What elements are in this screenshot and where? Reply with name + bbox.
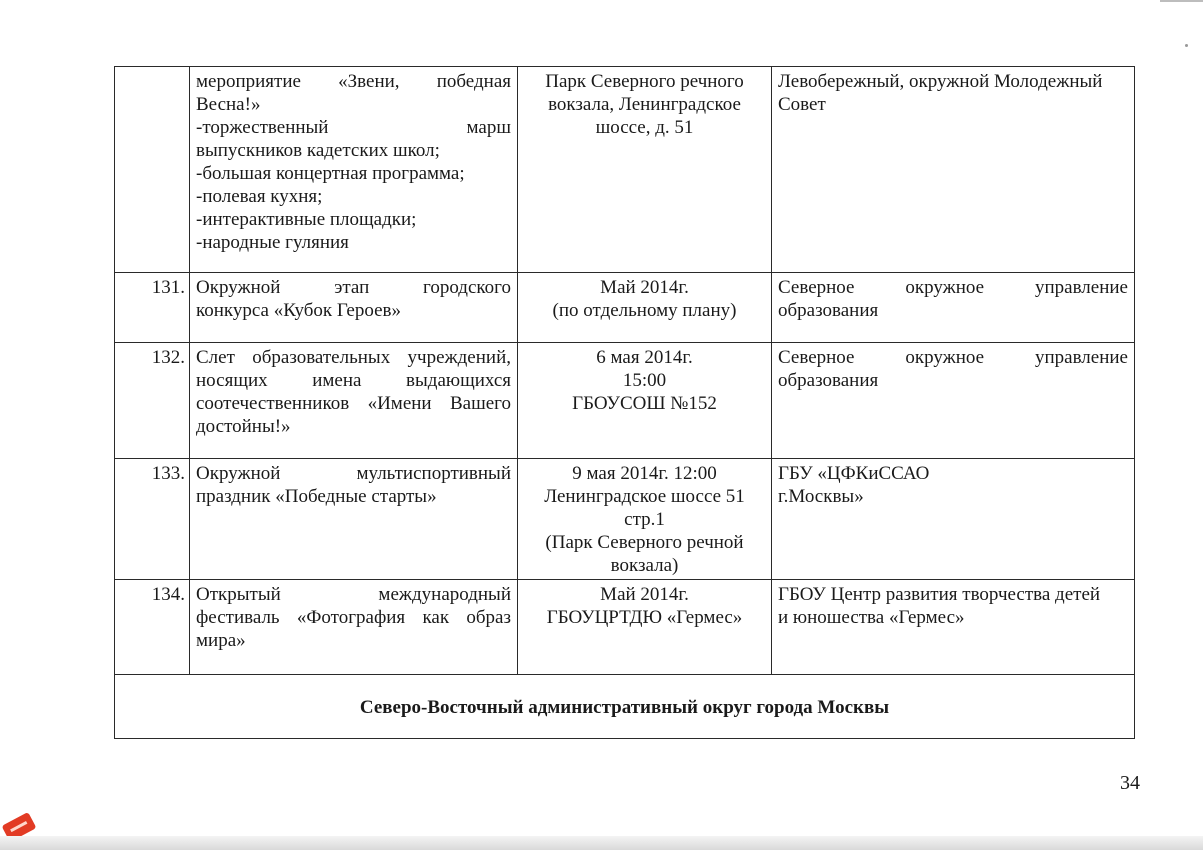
date-place-cell xyxy=(518,580,772,675)
event-text-line: -народные гуляния xyxy=(196,232,349,253)
responsible-text-line: образования xyxy=(778,370,879,391)
scan-dot xyxy=(1185,44,1188,47)
event-text-line: мира» xyxy=(196,630,246,651)
date-place-text-line: 9 мая 2014г. 12:00 xyxy=(572,463,717,484)
date-place-cell xyxy=(518,273,772,343)
date-place-text-line: вокзала) xyxy=(610,555,679,576)
event-text-line: Открытый международный xyxy=(196,584,511,605)
responsible-cell xyxy=(772,459,1135,580)
date-place-text-line: 6 мая 2014г. xyxy=(596,347,693,368)
row-number: 131. xyxy=(115,273,190,343)
date-place-cell xyxy=(518,459,772,580)
date-place-text-line: Парк Северного речного xyxy=(545,71,744,92)
date-place-text-line: ГБОУСОШ №152 xyxy=(572,393,717,414)
scan-bottom-edge xyxy=(0,836,1203,850)
event-text-line: праздник «Победные старты» xyxy=(196,486,437,507)
responsible-text-line: ГБУ «ЦФКиССАО xyxy=(778,463,930,484)
event-cell xyxy=(190,459,518,580)
event-text-line: мероприятие «Звени, победная xyxy=(196,71,511,92)
row-number xyxy=(115,67,190,273)
event-text-line: -торжественный марш xyxy=(196,117,511,138)
event-text-line: Весна!» xyxy=(196,94,261,115)
event-text-line: достойны!» xyxy=(196,416,291,437)
page-number: 34 xyxy=(1120,772,1140,794)
event-cell xyxy=(190,580,518,675)
date-place-text-line: Май 2014г. xyxy=(600,277,689,298)
date-place-cell xyxy=(518,67,772,273)
row-number: 132. xyxy=(115,343,190,459)
responsible-cell xyxy=(772,273,1135,343)
date-place-text-line: (по отдельному плану) xyxy=(552,300,737,321)
responsible-text-line: ГБОУ Центр развития творчества детей xyxy=(778,584,1101,605)
table-row xyxy=(115,580,1135,675)
table-row xyxy=(115,343,1135,459)
event-text-line: Окружной мультиспортивный xyxy=(196,463,511,484)
responsible-text-line: г.Москвы» xyxy=(778,486,864,507)
responsible-text-line: образования xyxy=(778,300,879,321)
event-text-line: Окружной этап городского xyxy=(196,277,511,298)
events-table-body xyxy=(115,67,1135,739)
responsible-cell xyxy=(772,343,1135,459)
responsible-text-line: Левобережный, окружной Молодежный xyxy=(778,71,1103,92)
date-place-text-line: 15:00 xyxy=(622,370,667,391)
responsible-text-line: Совет xyxy=(778,94,826,115)
section-heading: Северо-Восточный административный округ города Москвы xyxy=(115,675,1135,739)
table-row xyxy=(115,67,1135,273)
event-text-line: соотечественников «Имени Вашего xyxy=(196,393,511,414)
event-text-line: носящих имена выдающихся xyxy=(196,370,511,391)
date-place-text-line: Май 2014г. xyxy=(600,584,689,605)
responsible-cell xyxy=(772,67,1135,273)
event-cell xyxy=(190,67,518,273)
scan-corner-mark xyxy=(1160,0,1203,2)
date-place-text-line: (Парк Северного речной xyxy=(545,532,744,553)
event-text-line: фестиваль «Фотография как образ xyxy=(196,607,511,628)
row-number: 134. xyxy=(115,580,190,675)
date-place-text-line: стр.1 xyxy=(624,509,665,530)
table-row xyxy=(115,273,1135,343)
event-cell xyxy=(190,343,518,459)
section-row xyxy=(115,675,1135,739)
event-text-line: -полевая кухня; xyxy=(196,186,323,207)
responsible-text-line: Северное окружное управление xyxy=(778,347,1128,368)
date-place-text-line: вокзала, Ленинградское xyxy=(548,94,741,115)
date-place-text-line: Ленинградское шоссе 51 xyxy=(544,486,745,507)
event-text-line: -большая концертная программа; xyxy=(196,163,465,184)
responsible-cell xyxy=(772,580,1135,675)
event-cell xyxy=(190,273,518,343)
date-place-text-line: шоссе, д. 51 xyxy=(595,117,694,138)
event-text-line: выпускников кадетских школ; xyxy=(196,140,440,161)
table-row xyxy=(115,459,1135,580)
row-number: 133. xyxy=(115,459,190,580)
events-table xyxy=(114,66,1135,739)
event-text-line: -интерактивные площадки; xyxy=(196,209,417,230)
responsible-text-line: и юношества «Гермес» xyxy=(778,607,965,628)
date-place-text-line: ГБОУЦРТДЮ «Гермес» xyxy=(546,607,743,628)
event-text-line: Слет образовательных учреждений, xyxy=(196,347,511,368)
responsible-text-line: Северное окружное управление xyxy=(778,277,1128,298)
date-place-cell xyxy=(518,343,772,459)
event-text-line: конкурса «Кубок Героев» xyxy=(196,300,401,321)
